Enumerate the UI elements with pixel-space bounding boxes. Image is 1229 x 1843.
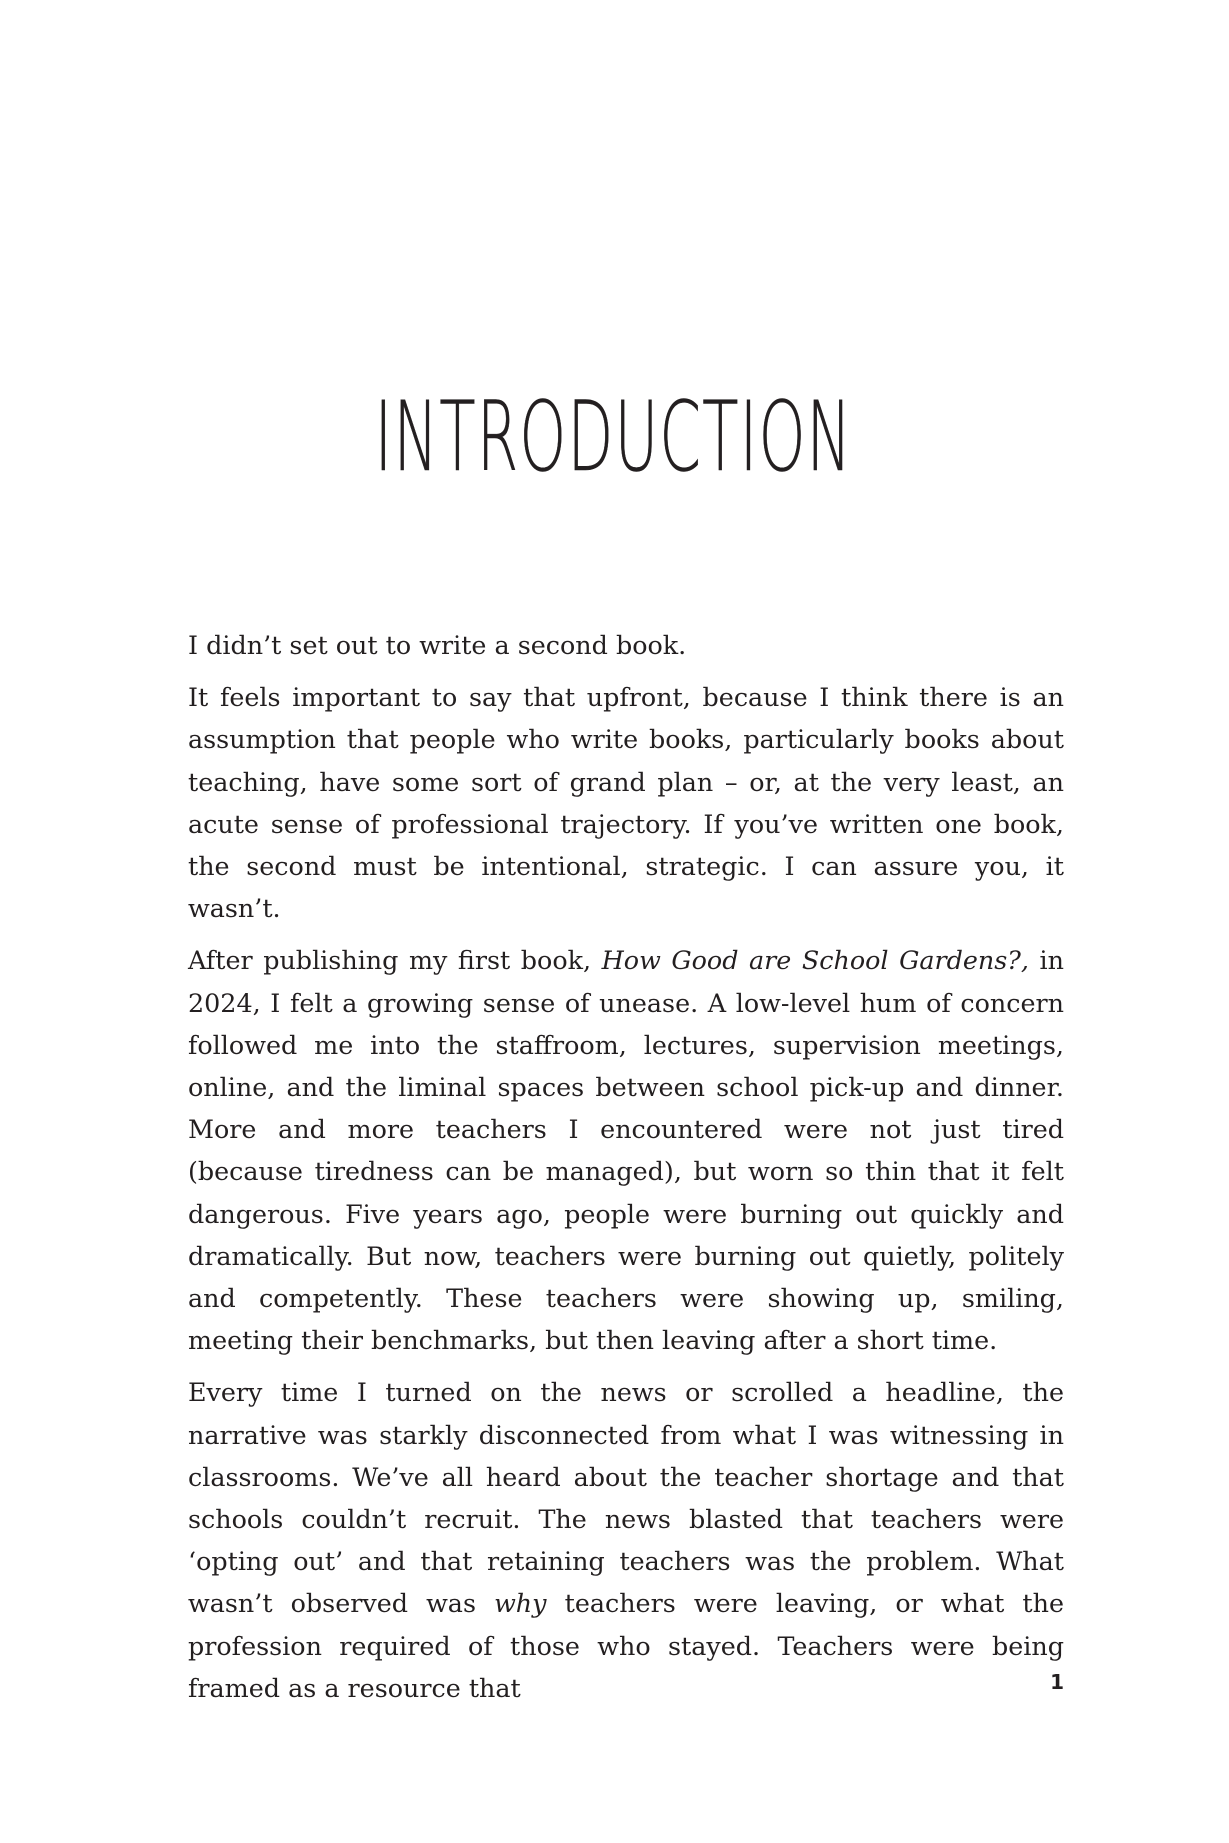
paragraph-3	[188, 939, 1064, 1361]
paragraph-3-lead: After publishing my first book,	[188, 945, 602, 976]
chapter-title: INTRODUCTION	[374, 381, 853, 494]
paragraph-4	[188, 1371, 1064, 1709]
page-number: 1	[1050, 1670, 1064, 1694]
paragraph-4-rest: teachers were leaving, or what the profession required of those who stayed. Teachers were being framed as a resource that	[188, 1588, 1065, 1703]
book-title-italic: How Good are School Gardens?,	[601, 945, 1029, 976]
paragraph-4-lead: Every time I turned on the news or scrolled a headline, the narrative was starkly disconnected from what I was witnessing in classrooms. We’ve all heard about the teacher shortage and that schools couldn’t recruit. The news blasted that teachers were ‘opting out’ and that retaining teachers was the problem. What wasn’t observed was	[188, 1377, 1064, 1619]
paragraph-3-rest: in 2024, I felt a growing sense of unease. A low-level hum of concern followed me into the staffroom, lectures, supervision meetings, online, and the liminal spaces between school pick-up and dinner. More and more teachers I encountered were not just tired (because tiredness can be managed), but worn so thin that it felt dangerous. Five years ago, people were burning out quickly and dramatically. But now, teachers were burning out quietly, politely and competently. These teachers were showing up, smiling, meeting their benchmarks, but then leaving after a short time.	[188, 945, 1065, 1356]
emphasis-why: why	[494, 1588, 547, 1619]
paragraph-1: I didn’t set out to write a second book.	[188, 630, 687, 660]
paragraph-2: It feels important to say that upfront, because I think there is an assumption that people who write books, particularly books about teaching, have some sort of grand plan – or, at the very least, an acute sense of professional trajectory. If you’ve written one book, the second must be intentional, strategic. I can assure you, it wasn’t.	[188, 682, 1064, 924]
body-text	[188, 624, 1064, 1719]
